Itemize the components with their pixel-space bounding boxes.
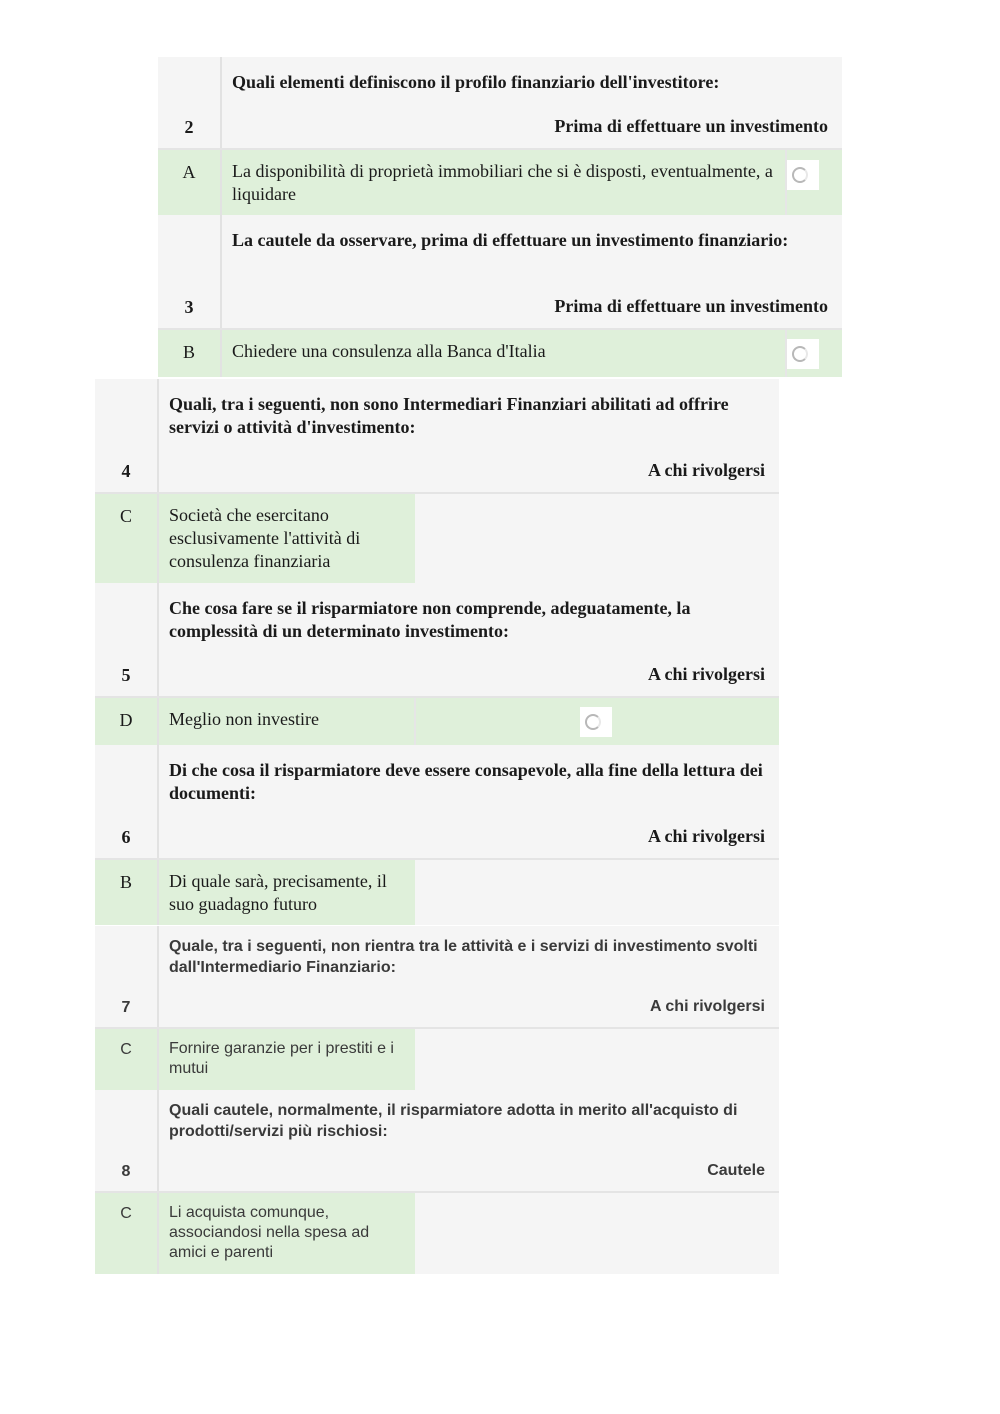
answer-row: [158, 329, 842, 377]
question-row: [95, 1090, 779, 1192]
answer-radio-cell: [415, 697, 779, 745]
question-cell: [221, 215, 842, 329]
answer-letter: C: [95, 1192, 158, 1274]
answer-row: [95, 697, 779, 745]
answer-radio-cell: [786, 149, 842, 215]
answer-empty-cell: [415, 1028, 779, 1090]
question-row: [95, 583, 779, 697]
radio-loading-icon[interactable]: [580, 707, 612, 737]
question-number-cell: [158, 215, 221, 329]
answer-letter: B: [95, 859, 158, 925]
question-number-cell: [95, 1090, 158, 1192]
question-number-cell: [158, 57, 221, 149]
section-label: Prima di effettuare un investimento: [554, 116, 828, 136]
question-text: Di che cosa il risparmiatore deve essere consapevole, alla fine della lettura dei documenti:: [169, 760, 763, 803]
question-number: 7: [121, 999, 131, 1016]
question-number: 3: [184, 297, 194, 317]
section-label: A chi rivolgersi: [648, 460, 765, 480]
question-cell: [158, 745, 779, 859]
section-label: A chi rivolgersi: [650, 998, 765, 1015]
question-row: [95, 379, 779, 493]
question-text: Quali, tra i seguenti, non sono Intermediari Finanziari abilitati ad offrire servizi o attività d'investimento:: [169, 394, 729, 437]
question-number-cell: [95, 745, 158, 859]
question-number-cell: [95, 379, 158, 493]
question-number: 4: [121, 461, 131, 481]
answer-letter: C: [95, 1028, 158, 1090]
answer-empty-cell: [415, 493, 779, 583]
section-label: Prima di effettuare un investimento: [554, 296, 828, 316]
question-text: Quale, tra i seguenti, non rientra tra le attività e i servizi di investimento svolti dall'Intermediario Finanziario:: [169, 938, 758, 976]
answer-empty-cell: [415, 859, 779, 925]
question-cell: [158, 1090, 779, 1192]
answer-row: [95, 859, 779, 925]
answer-empty-cell: [415, 1192, 779, 1274]
answer-text: Fornire garanzie per i prestiti e i mutui: [158, 1028, 415, 1090]
quiz-table-sans: [95, 926, 779, 1274]
answer-text: Società che esercitano esclusivamente l'attività di consulenza finanziaria: [158, 493, 415, 583]
answer-text: Meglio non investire: [158, 697, 415, 745]
question-number: 5: [121, 665, 131, 685]
question-text: Quali cautele, normalmente, il risparmiatore adotta in merito all'acquisto di prodotti/servizi più rischiosi:: [169, 1102, 738, 1140]
section-label: Cautele: [707, 1162, 765, 1179]
answer-row: [95, 1192, 779, 1274]
question-cell: [221, 57, 842, 149]
question-cell: [158, 926, 779, 1028]
question-number-cell: [95, 583, 158, 697]
question-row: [95, 745, 779, 859]
question-text: Quali elementi definiscono il profilo finanziario dell'investitore:: [232, 72, 720, 92]
question-number-cell: [95, 926, 158, 1028]
radio-loading-icon[interactable]: [787, 160, 819, 190]
answer-row: [158, 149, 842, 215]
answer-letter: B: [158, 329, 221, 377]
question-row: [158, 215, 842, 329]
section-label: A chi rivolgersi: [648, 664, 765, 684]
quiz-table-lower: [95, 379, 779, 925]
answer-text: La disponibilità di proprietà immobiliari che si è disposti, eventualmente, a liquidare: [221, 149, 786, 215]
question-cell: [158, 379, 779, 493]
answer-text: Li acquista comunque, associandosi nella spesa ad amici e parenti: [158, 1192, 415, 1274]
answer-text: Chiedere una consulenza alla Banca d'Italia: [221, 329, 786, 377]
question-text: Che cosa fare se il risparmiatore non comprende, adeguatamente, la complessità di un determinato investimento:: [169, 598, 691, 641]
question-row: [158, 57, 842, 149]
radio-loading-icon[interactable]: [787, 339, 819, 369]
question-number: 2: [184, 117, 194, 137]
question-text: La cautele da osservare, prima di effettuare un investimento finanziario:: [232, 230, 789, 250]
section-label: A chi rivolgersi: [648, 826, 765, 846]
answer-letter: C: [95, 493, 158, 583]
answer-row: [95, 493, 779, 583]
question-row: [95, 926, 779, 1028]
quiz-table-upper: [158, 57, 842, 377]
question-cell: [158, 583, 779, 697]
question-number: 6: [121, 827, 131, 847]
answer-letter: D: [95, 697, 158, 745]
answer-letter: A: [158, 149, 221, 215]
question-number: 8: [121, 1163, 131, 1180]
answer-text: Di quale sarà, precisamente, il suo guadagno futuro: [158, 859, 415, 925]
answer-row: [95, 1028, 779, 1090]
answer-radio-cell: [786, 329, 842, 377]
